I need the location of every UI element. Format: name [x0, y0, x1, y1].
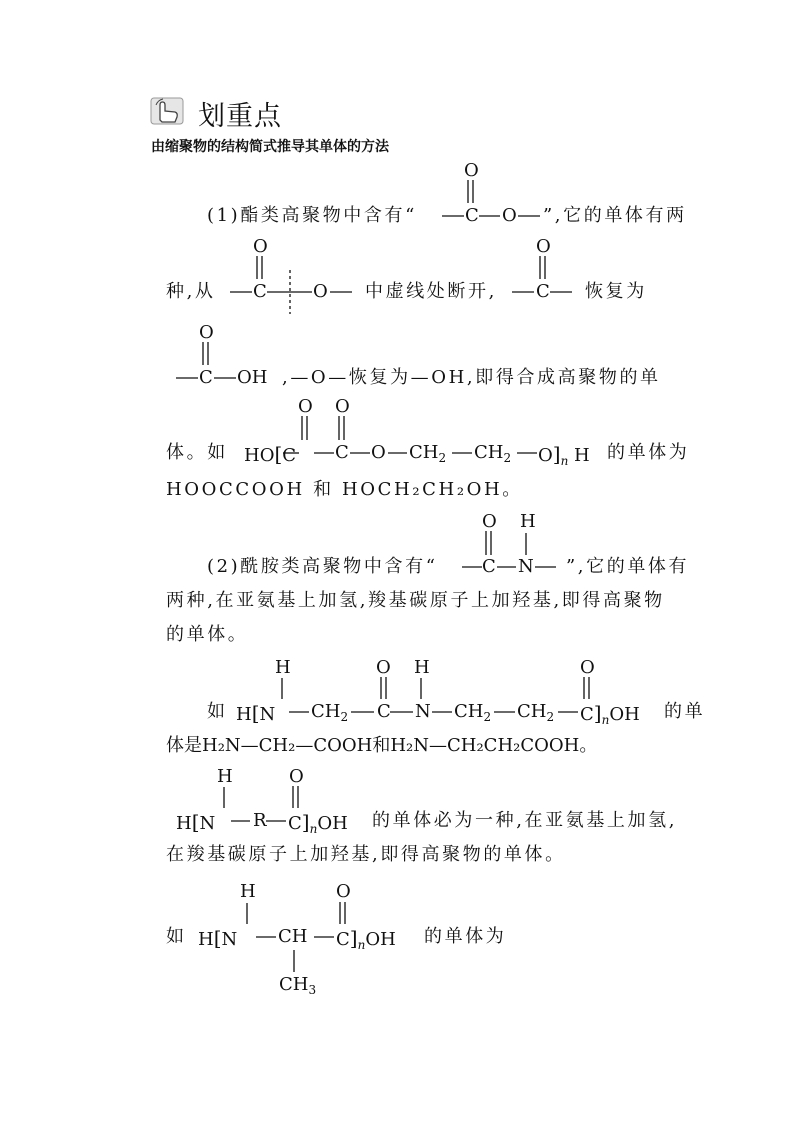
ester-line-1-tail: ”,它的单体有两 — [543, 205, 687, 226]
ala-start: H[N — [198, 926, 238, 950]
gen-o: O — [289, 766, 304, 787]
ester-line-4-lead: 体。如 — [166, 442, 228, 463]
polyester-ch2-1: $CH_2$ — [409, 442, 447, 465]
ester-o: O — [502, 205, 517, 226]
polyester-c2: C — [335, 442, 349, 463]
ala-o: O — [336, 881, 351, 902]
ester-monomers: HOOCCOOH 和 HOCH₂CH₂OH。 — [166, 479, 523, 500]
alanine-lead: 如 — [166, 926, 187, 947]
pa-ch2-1: $CH_2$ — [311, 701, 349, 724]
amide-o: O — [482, 511, 497, 532]
ala-end: $C]_nOH$ — [336, 926, 396, 952]
ester-carbonyl-o: O — [464, 160, 479, 181]
pa-o1: O — [376, 657, 391, 678]
ester-line-2-lead: 种,从 — [166, 281, 216, 302]
pa-start: H[N — [236, 701, 276, 725]
polyester-o: O — [371, 442, 386, 463]
acid-carbonyl-o: O — [199, 322, 214, 343]
gen-r: R — [253, 810, 267, 831]
ala-ch3: $CH_3$ — [279, 974, 317, 997]
generic-tail: 的单体必为一种,在亚氨基上加氢, — [372, 810, 678, 831]
pa-c1: C — [377, 701, 391, 722]
alanine-tail: 的单体为 — [424, 926, 507, 947]
amide-h: H — [520, 511, 536, 532]
ester-line-3: ,—O—恢复为—OH,即得合成高聚物的单 — [282, 367, 661, 388]
amide-c: C — [482, 556, 496, 577]
amide-n: N — [518, 556, 534, 577]
cleave-c: C — [253, 281, 267, 302]
ala-h: H — [240, 881, 256, 902]
acyl-c: C — [536, 281, 550, 302]
polyester-end: $O]_n$ H — [538, 442, 590, 468]
ester-line-2-tail: 恢复为 — [585, 281, 647, 302]
acid-oh: OH — [237, 367, 268, 388]
amide-line-1-tail: ”,它的单体有 — [566, 556, 690, 577]
section-heading: 由缩聚物的结构简式推导其单体的方法 — [151, 139, 389, 155]
gen-start: H[N — [176, 810, 216, 834]
cleave-o: O — [313, 281, 328, 302]
cleave-carbonyl-o: O — [253, 236, 268, 257]
acid-c: C — [199, 367, 213, 388]
polyester-o-1: O — [298, 396, 313, 417]
amide-line-1-lead: (2)酰胺类高聚物中含有“ — [207, 556, 438, 577]
amide-line-4-lead: 如 — [207, 701, 228, 722]
amide-line-3: 的单体。 — [166, 624, 249, 645]
ester-line-4-tail: 的单体为 — [607, 442, 690, 463]
pa-ch2-2: $CH_2$ — [454, 701, 492, 724]
pa-h1: H — [275, 657, 291, 678]
ester-line-1-lead: (1)酯类高聚物中含有“ — [207, 205, 417, 226]
generic-line-2: 在羧基碳原子上加羟基,即得高聚物的单体。 — [166, 844, 566, 865]
pa-ch2-3: $CH_2$ — [517, 701, 555, 724]
polyester-o-2: O — [335, 396, 350, 417]
gen-h: H — [217, 766, 233, 787]
amide-line-2: 两种,在亚氨基上加氢,羧基碳原子上加羟基,即得高聚物 — [166, 590, 665, 611]
amide-monomers: 体是H₂N—CH₂—COOH和H₂N—CH₂CH₂COOH。 — [166, 735, 598, 756]
acyl-o: O — [536, 236, 551, 257]
ester-c: C — [465, 205, 479, 226]
polyester-ch2-2: $CH_2$ — [474, 442, 512, 465]
pa-end: $C]_nOH$ — [580, 701, 640, 727]
gen-end: $C]_nOH$ — [288, 810, 348, 836]
ala-ch: CH — [278, 926, 308, 947]
pa-o2: O — [580, 657, 595, 678]
polyester-chain: HO[C — [244, 442, 297, 466]
pa-n2: N — [415, 701, 431, 722]
pa-h2: H — [414, 657, 430, 678]
page-title: 划重点 — [198, 101, 282, 132]
ester-line-2-mid: 中虚线处断开, — [365, 281, 497, 302]
amide-line-4-tail: 的单 — [664, 701, 706, 722]
